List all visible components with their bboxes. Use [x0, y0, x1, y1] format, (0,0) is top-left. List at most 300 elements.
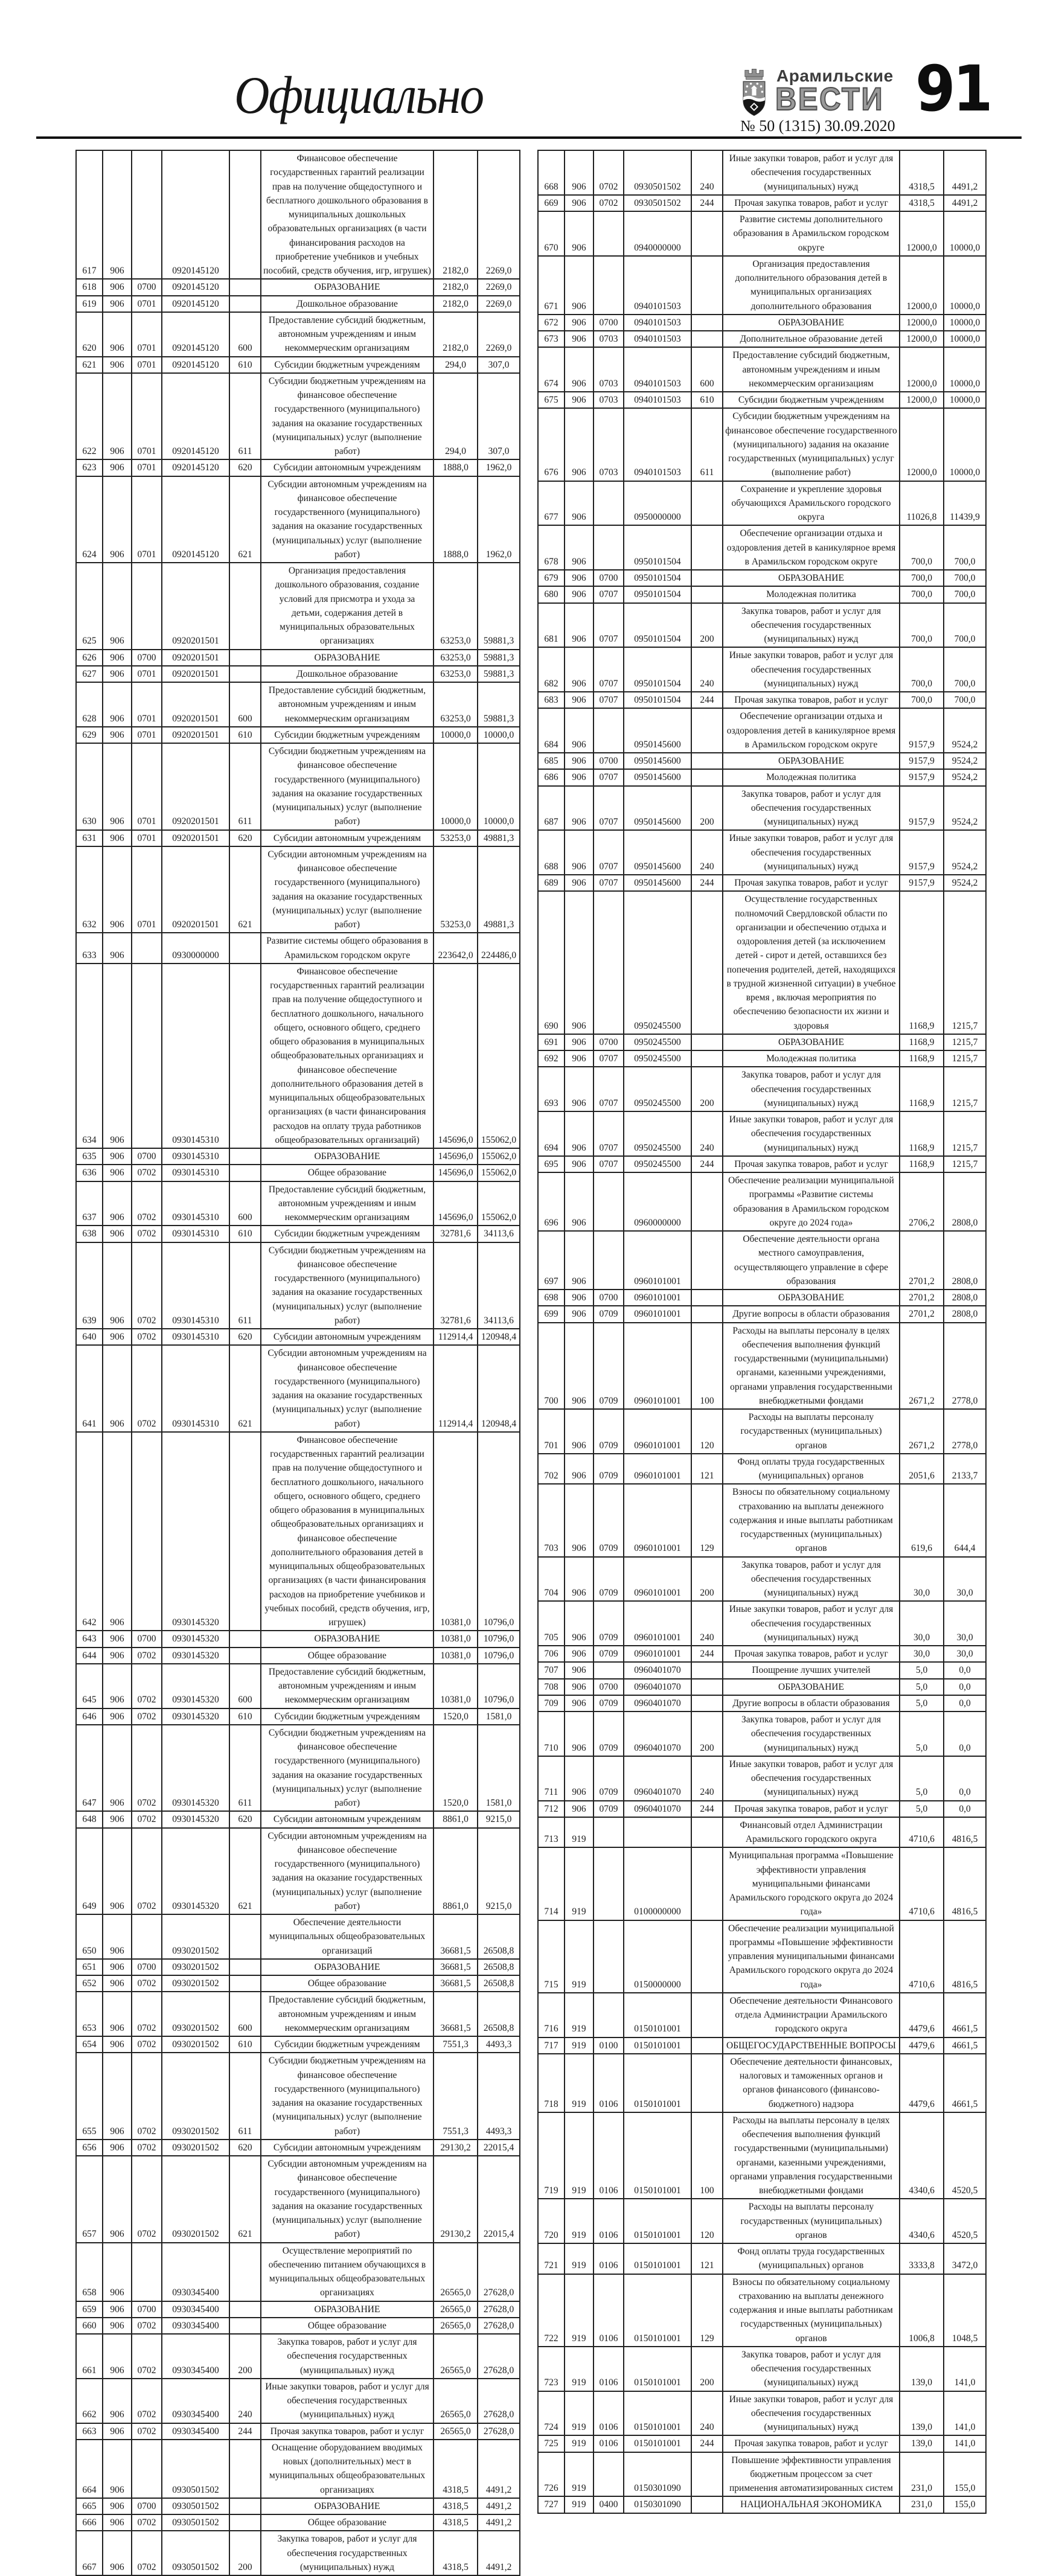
- cell-description: ОБРАЗОВАНИЕ: [261, 1631, 434, 1647]
- cell-target-article: 0150101001: [624, 2391, 691, 2436]
- cell-amount-2: 120948,4: [478, 1345, 520, 1432]
- cell-amount-2: 1215,7: [944, 1050, 986, 1067]
- cell-amount-2: 1581,0: [478, 1725, 520, 1812]
- cell-line-no: 624: [76, 476, 103, 563]
- table-row: [538, 1817, 986, 1848]
- cell-expense-type: 244: [229, 2423, 261, 2440]
- cell-amount-2: 4661,5: [944, 2037, 986, 2054]
- cell-amount-2: 10000,0: [944, 315, 986, 331]
- cell-grbs-code: 906: [103, 1725, 132, 1812]
- cell-amount-1: 30,0: [900, 1601, 944, 1646]
- table-row: [538, 1711, 986, 1756]
- cell-section-code: 0707: [593, 603, 624, 648]
- cell-amount-1: 12000,0: [900, 256, 944, 315]
- cell-expense-type: [691, 570, 723, 586]
- cell-target-article: 0930201502: [162, 1992, 229, 2036]
- cell-amount-2: 155,0: [944, 2452, 986, 2497]
- cell-description: Предоставление субсидий бюджетным, автономным учреждениям и иным некоммерческим организациям: [261, 312, 434, 357]
- cell-line-no: 654: [76, 2036, 103, 2053]
- cell-expense-type: [229, 1148, 261, 1165]
- table-row: [76, 1345, 520, 1432]
- cell-section-code: 0702: [132, 1165, 162, 1181]
- cell-section-code: 0702: [132, 2514, 162, 2531]
- cell-section-code: 0701: [132, 459, 162, 476]
- cell-grbs-code: 906: [565, 1662, 593, 1678]
- cell-target-article: 0920201501: [162, 650, 229, 666]
- cell-description: Субсидии бюджетным учреждениям: [261, 1226, 434, 1242]
- cell-amount-2: 4491,2: [478, 2531, 520, 2575]
- table-row: [538, 1993, 986, 2037]
- table-row: [538, 2347, 986, 2391]
- cell-grbs-code: 906: [565, 1679, 593, 1695]
- cell-expense-type: 200: [691, 786, 723, 831]
- cell-description: Организация предоставления дополнительного образования детей в муниципальных организациях дополнительного образования: [723, 256, 900, 315]
- cell-grbs-code: 906: [103, 459, 132, 476]
- cell-expense-type: [229, 2301, 261, 2318]
- cell-amount-1: 4479,6: [900, 2054, 944, 2112]
- cell-line-no: 686: [538, 769, 565, 785]
- cell-target-article: 0930145310: [162, 1181, 229, 1226]
- cell-section-code: 0701: [132, 830, 162, 846]
- cell-grbs-code: 906: [565, 891, 593, 1034]
- cell-description: Субсидии бюджетным учреждениям на финансовое обеспечение государственного (муниципального) задания на оказание государственных (муниципальных) услуг (выполнение работ): [723, 408, 900, 481]
- cell-line-no: 625: [76, 563, 103, 650]
- cell-grbs-code: 906: [103, 933, 132, 964]
- cell-expense-type: [229, 296, 261, 312]
- cell-expense-type: 600: [229, 682, 261, 727]
- cell-target-article: 0150301090: [624, 2452, 691, 2497]
- cell-line-no: 618: [76, 279, 103, 295]
- table-row: [76, 1242, 520, 1329]
- cell-amount-1: 32781,6: [434, 1242, 478, 1329]
- cell-amount-2: 2269,0: [478, 296, 520, 312]
- cell-description: Общее образование: [261, 2514, 434, 2531]
- cell-target-article: 0920145120: [162, 373, 229, 460]
- cell-section-code: 0707: [593, 830, 624, 875]
- cell-amount-1: 63253,0: [434, 682, 478, 727]
- table-row: [76, 1992, 520, 2036]
- cell-amount-1: 29130,2: [434, 2140, 478, 2156]
- cell-amount-1: 5,0: [900, 1662, 944, 1678]
- table-row: [538, 150, 986, 195]
- cell-description: Прочая закупка товаров, работ и услуг: [723, 1801, 900, 1817]
- cell-line-no: 649: [76, 1828, 103, 1915]
- cell-target-article: 0960101001: [624, 1306, 691, 1322]
- cell-section-code: 0702: [132, 1345, 162, 1432]
- cell-grbs-code: 906: [565, 1646, 593, 1662]
- cell-target-article: 0920201501: [162, 727, 229, 743]
- cell-amount-1: 63253,0: [434, 563, 478, 650]
- cell-grbs-code: 906: [103, 727, 132, 743]
- cell-amount-2: 9524,2: [944, 708, 986, 753]
- newspaper-brand: [738, 60, 895, 136]
- cell-amount-1: 9157,9: [900, 753, 944, 769]
- table-row: [76, 2379, 520, 2423]
- cell-target-article: 0930000000: [162, 933, 229, 964]
- cell-description: Дошкольное образование: [261, 666, 434, 682]
- cell-amount-1: 223642,0: [434, 933, 478, 964]
- cell-section-code: [132, 150, 162, 279]
- cell-grbs-code: 906: [565, 769, 593, 785]
- cell-target-article: 0960101001: [624, 1231, 691, 1290]
- cell-section-code: 0700: [132, 2498, 162, 2514]
- cell-expense-type: [691, 1662, 723, 1678]
- cell-target-article: 0930145320: [162, 1631, 229, 1647]
- cell-expense-type: [691, 315, 723, 331]
- cell-grbs-code: 906: [103, 1914, 132, 1959]
- table-row: [76, 2531, 520, 2575]
- cell-line-no: 712: [538, 1801, 565, 1817]
- cell-amount-2: 30,0: [944, 1646, 986, 1662]
- cell-target-article: 0950245500: [624, 1050, 691, 1067]
- cell-expense-type: 200: [691, 2347, 723, 2391]
- cell-expense-type: 611: [229, 373, 261, 460]
- cell-expense-type: 129: [691, 2274, 723, 2347]
- cell-expense-type: 621: [229, 846, 261, 933]
- cell-grbs-code: 906: [565, 1601, 593, 1646]
- cell-line-no: 650: [76, 1914, 103, 1959]
- cell-section-code: 0702: [132, 1992, 162, 2036]
- cell-amount-2: 0,0: [944, 1711, 986, 1756]
- cell-amount-1: 29130,2: [434, 2156, 478, 2243]
- cell-expense-type: 620: [229, 2140, 261, 2156]
- cell-grbs-code: 906: [103, 1631, 132, 1647]
- cell-section-code: 0106: [593, 2391, 624, 2436]
- cell-section-code: 0702: [132, 2334, 162, 2379]
- cell-description: Осуществление государственных полномочий Свердловской области по организации и обеспечению отдыха и оздоровления детей (за исключением детей - сирот и детей, оставшихся без попечения родителей, детей, находящихся в трудной жизненной ситуации) в учебное время , включая мероприятия по обеспечению безопасности их жизни и здоровья: [723, 891, 900, 1034]
- cell-section-code: 0707: [593, 1111, 624, 1156]
- cell-line-no: 665: [76, 2498, 103, 2514]
- cell-amount-2: 1215,7: [944, 1034, 986, 1050]
- cell-grbs-code: 906: [565, 315, 593, 331]
- cell-section-code: 0100: [593, 2037, 624, 2054]
- cell-section-code: 0702: [132, 1725, 162, 1812]
- cell-amount-2: 59881,3: [478, 666, 520, 682]
- cell-line-no: 627: [76, 666, 103, 682]
- cell-section-code: 0700: [132, 1631, 162, 1647]
- cell-expense-type: [691, 2054, 723, 2112]
- cell-section-code: [593, 1993, 624, 2037]
- cell-section-code: 0702: [132, 1648, 162, 1664]
- cell-expense-type: 100: [691, 2112, 723, 2199]
- cell-amount-1: 32781,6: [434, 1226, 478, 1242]
- cell-amount-1: 4340,6: [900, 2112, 944, 2199]
- cell-expense-type: 240: [691, 1111, 723, 1156]
- cell-target-article: 0950101504: [624, 692, 691, 708]
- cell-target-article: 0930201502: [162, 2140, 229, 2156]
- cell-line-no: 690: [538, 891, 565, 1034]
- cell-line-no: 622: [76, 373, 103, 460]
- table-row: [538, 2037, 986, 2054]
- table-row: [538, 1231, 986, 1290]
- cell-line-no: 709: [538, 1695, 565, 1711]
- cell-amount-2: 141,0: [944, 2391, 986, 2436]
- cell-section-code: 0702: [132, 2379, 162, 2423]
- cell-target-article: 0960101001: [624, 1646, 691, 1662]
- cell-section-code: [593, 1172, 624, 1231]
- cell-amount-1: 1168,9: [900, 1156, 944, 1172]
- cell-amount-1: 2671,2: [900, 1323, 944, 1410]
- cell-amount-1: 36681,5: [434, 1975, 478, 1992]
- cell-expense-type: 611: [229, 743, 261, 830]
- table-row: [76, 459, 520, 476]
- cell-description: Иные закупки товаров, работ и услуг для обеспечения государственных (муниципальных) нужд: [261, 2379, 434, 2423]
- cell-amount-1: 26565,0: [434, 2334, 478, 2379]
- cell-target-article: 0930201502: [162, 1975, 229, 1992]
- table-row: [538, 1111, 986, 1156]
- cell-description: ОБРАЗОВАНИЕ: [261, 1148, 434, 1165]
- cell-expense-type: 200: [691, 1067, 723, 1111]
- table-row: [76, 1329, 520, 1345]
- cell-grbs-code: 919: [565, 1817, 593, 1848]
- cell-amount-2: 27628,0: [478, 2423, 520, 2440]
- cell-expense-type: 244: [691, 1156, 723, 1172]
- cell-section-code: 0709: [593, 1306, 624, 1322]
- cell-expense-type: [229, 933, 261, 964]
- table-row: [538, 1756, 986, 1801]
- cell-line-no: 671: [538, 256, 565, 315]
- cell-line-no: 640: [76, 1329, 103, 1345]
- cell-target-article: 0950245500: [624, 1034, 691, 1050]
- cell-line-no: 722: [538, 2274, 565, 2347]
- cell-amount-1: 139,0: [900, 2391, 944, 2436]
- cell-amount-1: 700,0: [900, 586, 944, 602]
- cell-section-code: 0701: [132, 296, 162, 312]
- cell-section-code: 0707: [593, 769, 624, 785]
- cell-target-article: 0150301090: [624, 2496, 691, 2513]
- table-row: [538, 603, 986, 648]
- cell-grbs-code: 906: [103, 2531, 132, 2575]
- cell-section-code: 0702: [132, 1329, 162, 1345]
- cell-amount-1: 1888,0: [434, 459, 478, 476]
- cell-amount-2: 0,0: [944, 1801, 986, 1817]
- cell-amount-2: 10000,0: [944, 347, 986, 392]
- table-row: [538, 692, 986, 708]
- cell-amount-1: 4710,6: [900, 1817, 944, 1848]
- cell-line-no: 708: [538, 1679, 565, 1695]
- cell-amount-2: 4661,5: [944, 1993, 986, 2037]
- cell-amount-2: 1215,7: [944, 1156, 986, 1172]
- cell-expense-type: 621: [229, 2156, 261, 2243]
- cell-description: Субсидии автономным учреждениям: [261, 2140, 434, 2156]
- cell-section-code: [593, 2452, 624, 2497]
- cell-target-article: 0940101503: [624, 256, 691, 315]
- cell-line-no: 617: [76, 150, 103, 279]
- cell-amount-2: 59881,3: [478, 563, 520, 650]
- cell-amount-2: 1048,5: [944, 2274, 986, 2347]
- cell-amount-2: 4491,2: [478, 2498, 520, 2514]
- cell-grbs-code: 906: [103, 846, 132, 933]
- cell-grbs-code: 919: [565, 1847, 593, 1920]
- cell-description: Закупка товаров, работ и услуг для обеспечения государственных (муниципальных) нужд: [261, 2531, 434, 2575]
- cell-target-article: 0950145600: [624, 708, 691, 753]
- cell-amount-2: 700,0: [944, 570, 986, 586]
- cell-description: Фонд оплаты труда государственных (муниципальных) органов: [723, 2243, 900, 2274]
- cell-grbs-code: 906: [103, 312, 132, 357]
- cell-target-article: 0920201501: [162, 682, 229, 727]
- cell-amount-1: 4710,6: [900, 1847, 944, 1920]
- cell-expense-type: [229, 2318, 261, 2334]
- cell-amount-2: 4491,2: [944, 195, 986, 211]
- table-row: [76, 357, 520, 373]
- cell-amount-1: 10381,0: [434, 1432, 478, 1631]
- cell-expense-type: 240: [229, 2379, 261, 2423]
- cell-line-no: 667: [76, 2531, 103, 2575]
- cell-expense-type: 244: [691, 1801, 723, 1817]
- cell-amount-2: 700,0: [944, 692, 986, 708]
- table-row: [538, 2243, 986, 2274]
- cell-target-article: 0930145310: [162, 1329, 229, 1345]
- cell-expense-type: 121: [691, 2243, 723, 2274]
- cell-line-no: 684: [538, 708, 565, 753]
- cell-section-code: 0707: [593, 647, 624, 692]
- cell-amount-1: 2701,2: [900, 1290, 944, 1306]
- cell-description: Субсидии бюджетным учреждениям на финансовое обеспечение государственного (муниципального) задания на оказание государственных (муниципальных) услуг (выполнение работ): [261, 2053, 434, 2140]
- cell-grbs-code: 906: [103, 357, 132, 373]
- cell-description: Общее образование: [261, 1975, 434, 1992]
- cell-target-article: 0920145120: [162, 296, 229, 312]
- cell-section-code: 0703: [593, 408, 624, 481]
- cell-expense-type: 129: [691, 1484, 723, 1556]
- cell-description: Осуществление мероприятий по обеспечению питанием обучающихся в муниципальных общеобразовательных организациях: [261, 2243, 434, 2301]
- table-row: [76, 666, 520, 682]
- cell-description: Иные закупки товаров, работ и услуг для обеспечения государственных (муниципальных) нужд: [723, 1601, 900, 1646]
- cell-target-article: 0930145320: [162, 1811, 229, 1827]
- cell-amount-2: 9215,0: [478, 1811, 520, 1827]
- cell-section-code: [593, 891, 624, 1034]
- cell-amount-1: 12000,0: [900, 392, 944, 408]
- table-row: [538, 2274, 986, 2347]
- cell-expense-type: 240: [691, 2391, 723, 2436]
- cell-amount-1: 231,0: [900, 2452, 944, 2497]
- cell-line-no: 635: [76, 1148, 103, 1165]
- cell-target-article: 0940101503: [624, 347, 691, 392]
- cell-target-article: 0950145600: [624, 753, 691, 769]
- cell-grbs-code: 906: [565, 211, 593, 256]
- table-row: [76, 2156, 520, 2243]
- cell-section-code: 0702: [132, 2053, 162, 2140]
- table-row: [538, 647, 986, 692]
- cell-expense-type: [691, 1993, 723, 2037]
- table-row: [76, 2423, 520, 2440]
- cell-grbs-code: 906: [565, 1756, 593, 1801]
- table-row: [76, 150, 520, 279]
- cell-section-code: 0702: [593, 195, 624, 211]
- cell-expense-type: [691, 525, 723, 570]
- cell-grbs-code: 906: [103, 279, 132, 295]
- cell-amount-1: 8861,0: [434, 1828, 478, 1915]
- table-row: [538, 2496, 986, 2513]
- budget-table-left: [75, 150, 520, 2576]
- cell-amount-2: 10796,0: [478, 1631, 520, 1647]
- cell-grbs-code: 906: [103, 1181, 132, 1226]
- cell-expense-type: 611: [691, 408, 723, 481]
- cell-amount-1: 145696,0: [434, 964, 478, 1148]
- cell-expense-type: 620: [229, 459, 261, 476]
- cell-amount-1: 145696,0: [434, 1148, 478, 1165]
- cell-line-no: 718: [538, 2054, 565, 2112]
- cell-expense-type: [691, 1290, 723, 1306]
- cell-grbs-code: 906: [565, 1050, 593, 1067]
- cell-description: Субсидии автономным учреждениям: [261, 830, 434, 846]
- cell-description: Закупка товаров, работ и услуг для обеспечения государственных (муниципальных) нужд: [723, 1557, 900, 1602]
- cell-line-no: 652: [76, 1975, 103, 1992]
- cell-description: Общее образование: [261, 2318, 434, 2334]
- table-row: [538, 2199, 986, 2243]
- cell-description: Прочая закупка товаров, работ и услуг: [261, 2423, 434, 2440]
- cell-target-article: 0960101001: [624, 1323, 691, 1410]
- cell-amount-1: 3333,8: [900, 2243, 944, 2274]
- cell-amount-1: 7551,3: [434, 2036, 478, 2053]
- cell-amount-2: 2808,0: [944, 1231, 986, 1290]
- cell-amount-1: 5,0: [900, 1695, 944, 1711]
- cell-description: Иные закупки товаров, работ и услуг для обеспечения государственных (муниципальных) нужд: [723, 1111, 900, 1156]
- cell-expense-type: 621: [229, 476, 261, 563]
- cell-line-no: 705: [538, 1601, 565, 1646]
- cell-grbs-code: 906: [103, 1975, 132, 1992]
- table-row: [538, 1409, 986, 1454]
- cell-target-article: 0960101001: [624, 1557, 691, 1602]
- cell-description: Предоставление субсидий бюджетным, автономным учреждениям и иным некоммерческим организациям: [261, 1181, 434, 1226]
- cell-line-no: 636: [76, 1165, 103, 1181]
- cell-target-article: 0150101001: [624, 1993, 691, 2037]
- cell-expense-type: 120: [691, 1409, 723, 1454]
- cell-description: Финансовое обеспечение государственных гарантий реализации прав на получение общедоступного и бесплатного дошкольного образования в муниципальных дошкольных образовательных организациях (в части финансирования расходов на приобретение учебников и учебных пособий, средств обучения, игр, игрушек): [261, 150, 434, 279]
- cell-description: ОБРАЗОВАНИЕ: [723, 315, 900, 331]
- page-number: 91: [915, 52, 990, 126]
- table-row: [538, 1801, 986, 1817]
- cell-target-article: 0930345400: [162, 2318, 229, 2334]
- cell-section-code: 0709: [593, 1454, 624, 1485]
- table-row: [538, 1290, 986, 1306]
- cell-target-article: 0960101001: [624, 1484, 691, 1556]
- cell-amount-1: 30,0: [900, 1646, 944, 1662]
- cell-description: Оснащение оборудованием вводимых новых (дополнительных) мест в муниципальных общеобразовательных организациях: [261, 2440, 434, 2498]
- cell-description: Расходы на выплаты персоналу в целях обеспечения выполнения функций государственными (муниципальными) органами, казенными учреждениями, органами управления государственными внебюджетными фондами: [723, 2112, 900, 2199]
- cell-amount-1: 9157,9: [900, 830, 944, 875]
- cell-grbs-code: 906: [565, 1034, 593, 1050]
- cell-section-code: [132, 933, 162, 964]
- cell-expense-type: [229, 1959, 261, 1975]
- cell-target-article: 0930145310: [162, 964, 229, 1148]
- cell-grbs-code: 906: [103, 1708, 132, 1725]
- cell-description: Обеспечение организации отдыха и оздоровления детей в каникулярное время в Арамильском городском округе: [723, 708, 900, 753]
- cell-grbs-code: 906: [565, 647, 593, 692]
- cell-amount-1: 139,0: [900, 2347, 944, 2391]
- cell-expense-type: 240: [691, 1601, 723, 1646]
- cell-grbs-code: 906: [103, 666, 132, 682]
- table-row: [76, 1432, 520, 1631]
- cell-line-no: 620: [76, 312, 103, 357]
- cell-description: ОБРАЗОВАНИЕ: [723, 1034, 900, 1050]
- table-row: [538, 891, 986, 1034]
- cell-section-code: 0701: [132, 373, 162, 460]
- cell-target-article: 0930345400: [162, 2301, 229, 2318]
- cell-section-code: 0703: [593, 392, 624, 408]
- cell-grbs-code: 906: [565, 1323, 593, 1410]
- cell-expense-type: [229, 2514, 261, 2531]
- cell-grbs-code: 919: [565, 2452, 593, 2497]
- cell-target-article: 0960401070: [624, 1679, 691, 1695]
- cell-line-no: 628: [76, 682, 103, 727]
- cell-section-code: [132, 563, 162, 650]
- table-row: [76, 312, 520, 357]
- cell-target-article: 0920145120: [162, 476, 229, 563]
- cell-amount-2: 27628,0: [478, 2301, 520, 2318]
- table-row: [76, 1648, 520, 1664]
- cell-grbs-code: 906: [565, 875, 593, 891]
- cell-expense-type: [691, 891, 723, 1034]
